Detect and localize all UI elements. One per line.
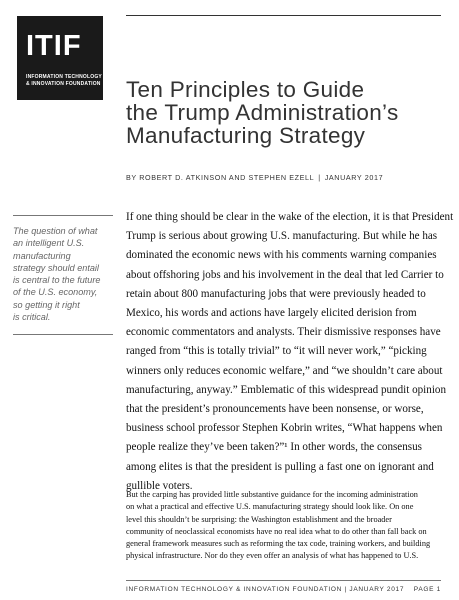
lede-line: manufacturing, anyway.” Emblematic of this widespread pundit opinion (126, 383, 446, 396)
logo-subtitle (26, 74, 102, 87)
footer-rule (126, 580, 441, 581)
pull-quote-line: is critical. (13, 312, 51, 323)
pull-quote-line: The question of what (13, 226, 98, 236)
report-title (126, 78, 446, 147)
pull-quote-line: strategy should entail (13, 262, 99, 273)
pull-quote-line: an intelligent U.S. (13, 238, 85, 249)
body-line: level this shouldn’t be surprising: the Washington establishment and the broader (126, 514, 392, 524)
lede-line: ranged from “this is totally trivial” to “it will never work,” “picking (126, 345, 427, 358)
footer-organization: INFORMATION TECHNOLOGY & INNOVATION FOUNDATION | JANUARY 2017 (126, 586, 405, 593)
pull-quote-line: is central to the future (13, 275, 101, 286)
body-line: community of neoclassical economists have no real idea what to do other than fall back on (126, 526, 427, 536)
logo-wordmark: ITIF (26, 30, 82, 62)
body-line: physical infrastructure. Nor do they even offer an analysis of what has happened to U.S. (126, 551, 419, 561)
logo-subtitle-line: INFORMATION TECHNOLOGY (26, 74, 102, 80)
lede-line: business school professor Stephen Kobrin writes, “What happens when (126, 422, 443, 435)
pull-quote-line: manufacturing (13, 250, 71, 261)
body-line: general framework measures such as reforming the tax code, training workers, and building (126, 539, 431, 549)
title-line: the Trump Administration’s (126, 100, 399, 125)
body-line: on what a practical and effective U.S. manufacturing strategy should look like. On one (126, 502, 414, 512)
byline-date: JANUARY 2017 (324, 173, 384, 182)
page-number: PAGE 1 (413, 586, 441, 593)
lede-line: Mexico, his words and actions have largely elicited derision from (126, 307, 417, 320)
lede-line: retain about 800 manufacturing jobs that were previously headed to (126, 287, 426, 300)
pull-quote (13, 215, 113, 335)
lede-line: If one thing should be clear in the wake of the election, it is that President (126, 211, 454, 223)
lede-line: economic commentators and analysts. Their dismissive responses have (126, 326, 441, 339)
pull-quote-line: of the U.S. economy, (13, 287, 98, 298)
logo-subtitle-line: & INNOVATION FOUNDATION (26, 80, 101, 87)
lede-line: winners only reduces economic welfare,” and “we shouldn’t care about (126, 364, 443, 377)
lede-line: that the president’s pronouncements have been nonsense, or worse, (126, 403, 424, 416)
lede-line: gullible voters. (126, 479, 193, 492)
top-rule (126, 15, 441, 16)
byline-separator: | (318, 173, 321, 182)
lede-line: people realize they’ve been taken?”¹ In other words, the consensus (126, 441, 422, 454)
title-line: Manufacturing Strategy (126, 123, 366, 148)
title-line: Ten Principles to Guide (126, 77, 365, 102)
byline (126, 173, 383, 182)
lede-line: dominated the economic news with his comments warning companies (126, 249, 437, 262)
lede-line: Trump is serious about growing U.S. manufacturing. But while he has (126, 230, 438, 243)
body-paragraph (126, 489, 446, 563)
pull-quote-line: so getting it right (13, 299, 80, 310)
itif-logo (17, 16, 103, 100)
body-line: But the carping has provided little substantive guidance for the incoming administration (126, 490, 418, 499)
byline-authors: BY ROBERT D. ATKINSON AND STEPHEN EZELL (126, 173, 315, 182)
lede-line: among elites is that the president is pulling a fast one on ignorant and (126, 460, 434, 473)
lede-line: about offshoring jobs and his involvement in the deal that led Carrier to (126, 268, 444, 281)
lede-paragraph (126, 208, 454, 496)
